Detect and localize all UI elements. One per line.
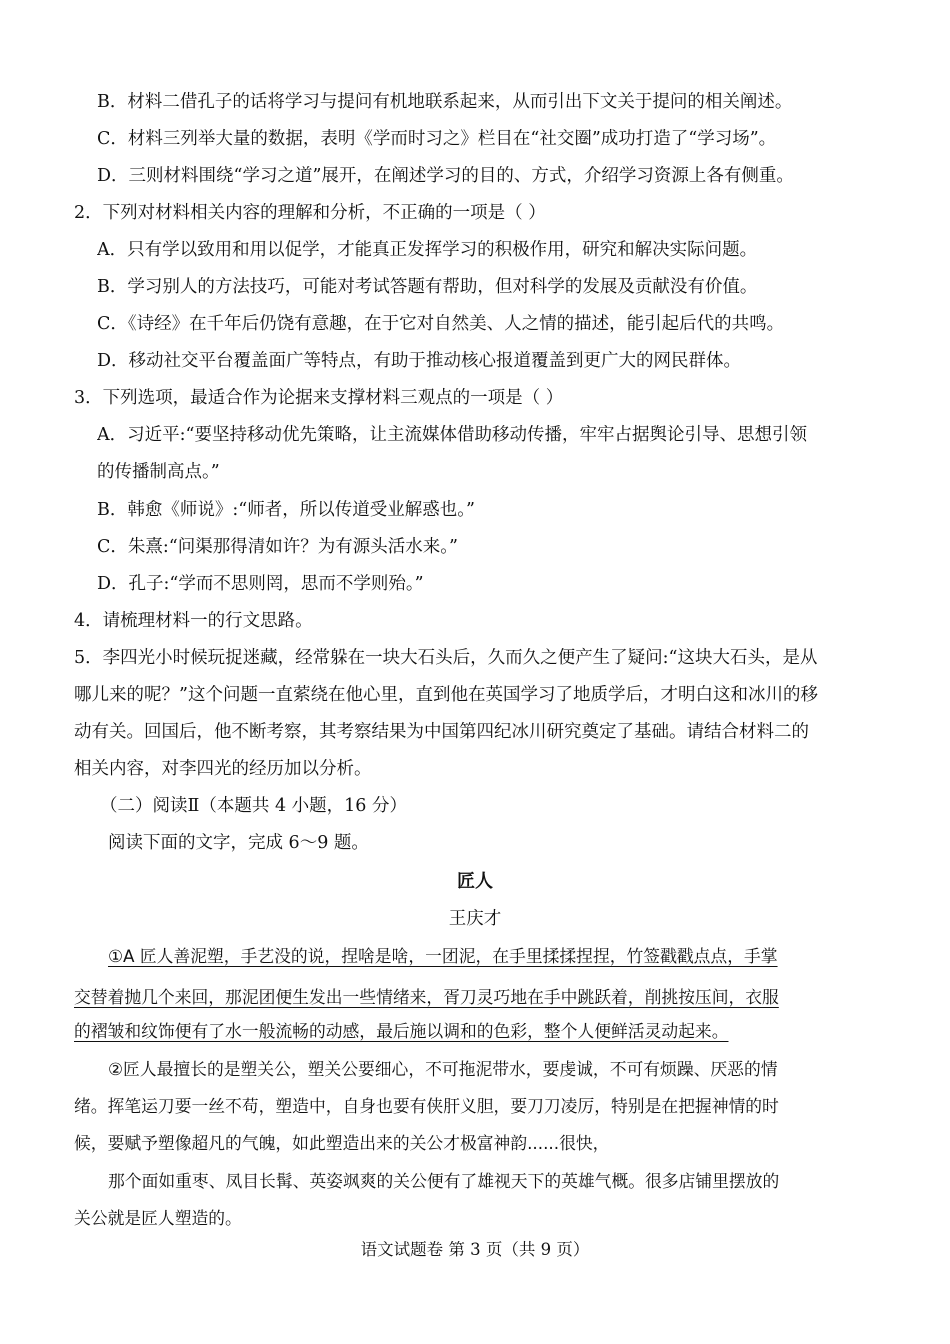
page-footer: 语文试题卷 第 3 页（共 9 页） [360, 1240, 590, 1259]
story-p1-line-3: 的褶皱和纹饰便有了水一般流畅的动感，最后施以调和的色彩，整个人便鲜活灵动起来。 [74, 1021, 729, 1041]
q5-line-1: 5．李四光小时候玩捉迷藏，经常躲在一块大石头后，久而久之便产生了疑问:“这块大石头，是从 [74, 648, 818, 668]
story-p1-line-2: 交替着抛几个来回，那泥团便生发出一些情绪来，胥刀灵巧地在手中跳跃着，削挑按压间，衣服 [74, 987, 779, 1007]
story-p2-line-2: 绪。挥笔运刀要一丝不苟，塑造中，自身也要有侠肝义胆，要刀刀凌厉，特别是在把握神情的时 [74, 1096, 779, 1116]
story-p2-line-1: ②匠人最擅长的是塑关公，塑关公要细心，不可拖泥带水，要虔诚，不可有烦躁、厌恶的情 [108, 1059, 778, 1079]
q2-option-b: B．学习别人的方法技巧，可能对考试答题有帮助，但对科学的发展及贡献没有价值。 [97, 277, 758, 297]
q3-option-a-line1: A．习近平:“要坚持移动优先策略，让主流媒体借助移动传播，牢牢占据舆论引导、思想引领 [97, 425, 807, 445]
q2-option-d: D．移动社交平台覆盖面广等特点，有助于推动核心报道覆盖到更广大的网民群体。 [97, 351, 742, 371]
story-p3-line-2: 关公就是匠人塑造的。 [74, 1208, 242, 1228]
story-p1-line-1: ①A 匠人善泥塑，手艺没的说，捏啥是啥，一团泥，在手里揉揉捏捏，竹签戳戳点点，手掌 [108, 946, 778, 966]
story-p3-line-1: 那个面如重枣、凤目长髯、英姿飒爽的关公便有了雄视天下的英雄气概。很多店铺里摆放的 [108, 1171, 780, 1191]
q2-stem: 2．下列对材料相关内容的理解和分析，不正确的一项是（ ） [74, 203, 546, 223]
q2-option-a: A．只有学以致用和用以促学，才能真正发挥学习的积极作用，研究和解决实际问题。 [97, 240, 758, 260]
q5-line-2: 哪儿来的呢？”这个问题一直萦绕在他心里，直到他在英国学习了地质学后，才明白这和冰川的移 [74, 685, 818, 705]
q5-line-4: 相关内容，对李四光的经历加以分析。 [74, 759, 372, 779]
q1-option-d: D．三则材料围绕“学习之道”展开，在阐述学习的目的、方式，介绍学习资源上各有侧重。 [97, 166, 794, 186]
story-title: 匠人 [457, 871, 493, 892]
story-author: 王庆才 [448, 909, 502, 929]
q3-option-d: D．孔子:“学而不思则罔，思而不学则殆。” [97, 574, 424, 594]
q3-stem: 3．下列选项，最适合作为论据来支撑材料三观点的一项是（ ） [74, 388, 564, 408]
q5-line-3: 动有关。回国后，他不断考察，其考察结果为中国第四纪冰川研究奠定了基础。请结合材料二的 [74, 722, 809, 742]
reading-instruction: 阅读下面的文字，完成 6～9 题。 [108, 833, 369, 853]
q3-option-c: C．朱熹:“问渠那得清如许？为有源头活水来。” [97, 537, 458, 557]
section-heading: （二）阅读Ⅱ（本题共 4 小题，16 分） [100, 796, 407, 816]
q2-option-c: C．《诗经》在千年后仍饶有意趣，在于它对自然美、人之情的描述，能引起后代的共鸣。 [97, 314, 785, 334]
q1-option-c: C．材料三列举大量的数据，表明《学而时习之》栏目在“社交圈”成功打造了“学习场”。 [97, 129, 777, 149]
story-p2-line-3: 候，要赋予塑像超凡的气魄，如此塑造出来的关公才极富神韵......很快， [74, 1133, 610, 1153]
q1-option-b: B．材料二借孔子的话将学习与提问有机地联系起来，从而引出下文关于提问的相关阐述。 [97, 92, 793, 112]
q3-option-a-line2: 的传播制高点。” [97, 462, 220, 482]
q4-stem: 4．请梳理材料一的行文思路。 [74, 611, 313, 631]
q3-option-b: B．韩愈《师说》:“师者，所以传道受业解惑也。” [97, 500, 475, 520]
